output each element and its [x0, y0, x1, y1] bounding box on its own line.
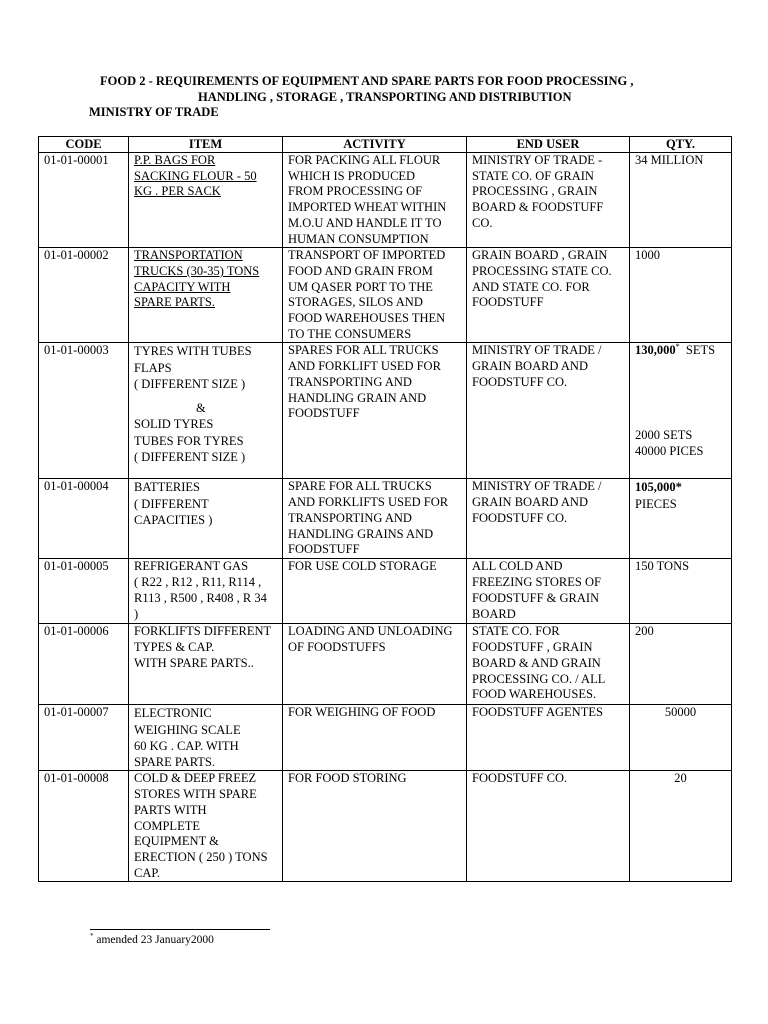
end-user-line: CO.	[472, 215, 493, 230]
activity-line: TRANSPORTING AND	[288, 374, 412, 389]
item-line: CAP.	[134, 865, 161, 880]
column-header-end-user: END USER	[467, 137, 630, 153]
activity-line: TRANSPORT OF IMPORTED	[288, 248, 446, 263]
qty-cell	[630, 343, 732, 479]
end-user-cell	[467, 153, 630, 248]
end-user-line: FOODSTUFF AGENTES	[472, 705, 603, 720]
item-cell	[129, 248, 283, 343]
column-header-activity: ACTIVITY	[283, 137, 467, 153]
item-line: TUBES FOR TYRES	[134, 433, 244, 448]
activity-line: FOODSTUFF	[288, 542, 360, 557]
item-cell	[129, 771, 283, 882]
qty-cell: 200	[630, 624, 732, 705]
code-cell: 01-01-00008	[39, 771, 129, 882]
item-line: TRANSPORTATION	[134, 248, 243, 263]
activity-line: HANDLING GRAIN AND	[288, 390, 427, 405]
activity-line: SPARE FOR ALL TRUCKS	[288, 479, 432, 494]
activity-line: SPARES FOR ALL TRUCKS	[288, 343, 439, 358]
code-cell: 01-01-00005	[39, 559, 129, 624]
activity-line: HANDLING GRAINS AND	[288, 526, 434, 541]
table-row	[39, 479, 732, 559]
activity-line: IMPORTED WHEAT WITHIN	[288, 200, 447, 215]
table-row	[39, 705, 732, 771]
footnote	[90, 934, 214, 946]
ampersand: &	[196, 400, 206, 415]
activity-line: FOR WEIGHING OF FOOD	[288, 705, 436, 720]
end-user-line: AND STATE CO. FOR	[472, 279, 590, 294]
end-user-line: BOARD & AND GRAIN	[472, 655, 601, 670]
item-cell	[129, 705, 283, 771]
qty-cell	[630, 479, 732, 559]
end-user-line: GRAIN BOARD , GRAIN	[472, 248, 608, 263]
table-row	[39, 559, 732, 624]
end-user-line: GRAIN BOARD AND	[472, 495, 588, 510]
end-user-line: MINISTRY OF TRADE /	[472, 479, 602, 494]
end-user-line: MINISTRY OF TRADE -	[472, 153, 603, 167]
end-user-cell	[467, 771, 630, 882]
qty-unit: SETS	[679, 343, 716, 358]
qty-line	[635, 343, 726, 359]
qty-value: 50000	[664, 705, 697, 720]
footnote-separator	[90, 929, 270, 930]
end-user-line: FOODSTUFF CO.	[472, 510, 568, 525]
item-line: TYPES & CAP.	[134, 640, 215, 655]
activity-line: FOODSTUFF	[288, 406, 360, 421]
activity-line: UM QASER PORT TO THE	[288, 279, 433, 294]
activity-line: AND FORKLIFT USED FOR	[288, 359, 441, 374]
item-line: ( DIFFERENT SIZE )	[134, 377, 246, 392]
activity-line: FOOD AND GRAIN FROM	[288, 263, 433, 278]
end-user-line: ALL COLD AND	[472, 559, 563, 574]
activity-line: FOOD WAREHOUSES THEN	[288, 311, 446, 326]
item-line: REFRIGERANT GAS	[134, 559, 249, 574]
item-line: )	[134, 606, 139, 621]
qty-spacer	[635, 359, 726, 428]
item-line: ( DIFFERENT	[134, 496, 209, 511]
item-line: SPARE PARTS.	[134, 295, 216, 310]
activity-line: OF FOODSTUFFS	[288, 640, 386, 655]
code-cell: 01-01-00002	[39, 248, 129, 343]
code-cell: 01-01-00004	[39, 479, 129, 559]
table-row	[39, 153, 732, 248]
item-cell	[129, 624, 283, 705]
document-subtitle: MINISTRY OF TRADE	[89, 105, 219, 119]
item-line: SPARE PARTS.	[134, 755, 216, 770]
qty-cell: 34 MILLION	[630, 153, 732, 248]
column-header-qty: QTY.	[630, 137, 732, 153]
activity-line: FROM PROCESSING OF	[288, 184, 423, 199]
item-line: TRUCKS (30-35) TONS	[134, 263, 260, 278]
qty-line: 40000 PICES	[635, 443, 704, 458]
table-row	[39, 343, 732, 479]
item-line: ELECTRONIC	[134, 706, 212, 721]
code-cell: 01-01-00007	[39, 705, 129, 771]
end-user-line: BOARD & FOODSTUFF	[472, 200, 604, 215]
end-user-line: STATE CO. FOR	[472, 624, 560, 639]
qty-cell: 1000	[630, 248, 732, 343]
item-line: FORKLIFTS DIFFERENT	[134, 624, 272, 639]
end-user-line: FOODSTUFF & GRAIN	[472, 590, 600, 605]
table-header-row	[39, 137, 732, 153]
end-user-cell	[467, 479, 630, 559]
activity-cell	[283, 343, 467, 479]
item-line: WEIGHING SCALE	[134, 722, 241, 737]
requirements-table	[38, 136, 732, 882]
item-line: ERECTION ( 250 ) TONS	[134, 849, 268, 864]
item-line: SACKING FLOUR - 50	[134, 168, 257, 183]
end-user-line: PROCESSING CO. / ALL	[472, 671, 606, 686]
qty-cell	[630, 771, 732, 882]
activity-cell	[283, 153, 467, 248]
end-user-line: GRAIN BOARD AND	[472, 359, 588, 374]
end-user-cell	[467, 624, 630, 705]
item-line: COMPLETE	[134, 818, 200, 833]
item-cell	[129, 479, 283, 559]
item-line: R113 , R500 , R408 , R 34	[134, 590, 267, 605]
activity-line: LOADING AND UNLOADING	[288, 624, 453, 639]
end-user-cell	[467, 343, 630, 479]
item-line: STORES WITH SPARE	[134, 787, 257, 802]
item-line: EQUIPMENT &	[134, 834, 219, 849]
item-line: CAPACITIES )	[134, 513, 213, 528]
document-title-line-1: FOOD 2 - REQUIREMENTS OF EQUIPMENT AND SPARE PARTS FOR FOOD PROCESSING ,	[100, 74, 634, 88]
table-row	[39, 624, 732, 705]
activity-line: STORAGES, SILOS AND	[288, 295, 423, 310]
item-line: ( R22 , R12 , R11, R114 ,	[134, 575, 262, 590]
end-user-line: STATE CO. OF GRAIN	[472, 168, 594, 183]
end-user-line: FOODSTUFF CO.	[472, 771, 568, 786]
column-header-code: CODE	[39, 137, 129, 153]
code-cell: 01-01-00001	[39, 153, 129, 248]
footnote-mark: *	[90, 932, 94, 941]
item-line: COLD & DEEP FREEZ	[134, 771, 257, 786]
activity-cell	[283, 624, 467, 705]
activity-cell	[283, 705, 467, 771]
end-user-cell	[467, 705, 630, 771]
end-user-line: FOODSTUFF CO.	[472, 374, 568, 389]
activity-line: TRANSPORTING AND	[288, 510, 412, 525]
activity-line: TO THE CONSUMERS	[288, 326, 412, 341]
end-user-line: BOARD	[472, 606, 516, 621]
activity-line: WHICH IS PRODUCED	[288, 168, 416, 183]
end-user-line: PROCESSING STATE CO.	[472, 263, 612, 278]
activity-cell	[283, 559, 467, 624]
qty-line: PIECES	[635, 496, 677, 511]
end-user-line: FOOD WAREHOUSES.	[472, 687, 597, 702]
qty-value: 105,000*	[635, 480, 682, 495]
end-user-line: MINISTRY OF TRADE /	[472, 343, 602, 358]
end-user-line: FREEZING STORES OF	[472, 575, 601, 590]
item-line: FLAPS	[134, 360, 172, 375]
item-line: CAPACITY WITH	[134, 279, 231, 294]
code-cell: 01-01-00003	[39, 343, 129, 479]
item-cell	[129, 343, 283, 479]
activity-line: FOR USE COLD STORAGE	[288, 559, 437, 574]
end-user-line: FOODSTUFF	[472, 295, 544, 310]
item-line: 60 KG . CAP. WITH	[134, 738, 239, 753]
activity-cell	[283, 248, 467, 343]
qty-cell	[630, 705, 732, 771]
footnote-reference: *	[675, 342, 680, 352]
activity-cell	[283, 771, 467, 882]
end-user-line: FOODSTUFF , GRAIN	[472, 640, 593, 655]
activity-line: FOR PACKING ALL FLOUR	[288, 153, 441, 167]
item-cell	[129, 559, 283, 624]
item-line: ( DIFFERENT SIZE )	[134, 450, 246, 465]
end-user-line: PROCESSING , GRAIN	[472, 184, 598, 199]
activity-cell	[283, 479, 467, 559]
column-header-item: ITEM	[129, 137, 283, 153]
document-title-line-2: HANDLING , STORAGE , TRANSPORTING AND DISTRIBUTION	[198, 90, 572, 104]
item-line: SOLID TYRES	[134, 417, 214, 432]
item-line: PARTS WITH	[134, 802, 207, 817]
item-line: KG . PER SACK	[134, 184, 221, 199]
code-cell: 01-01-00006	[39, 624, 129, 705]
qty-value: 20	[674, 771, 687, 786]
table-row	[39, 248, 732, 343]
end-user-cell	[467, 559, 630, 624]
item-line: P.P. BAGS FOR	[134, 153, 216, 167]
activity-line: HUMAN CONSUMPTION	[288, 231, 429, 246]
item-line: BATTERIES	[134, 480, 200, 495]
footnote-text: amended 23 January2000	[93, 934, 214, 946]
activity-line: AND FORKLIFTS USED FOR	[288, 495, 449, 510]
item-cell	[129, 153, 283, 248]
item-line: TYRES WITH TUBES	[134, 344, 252, 359]
qty-value: 130,000	[635, 343, 676, 358]
end-user-cell	[467, 248, 630, 343]
activity-line: FOR FOOD STORING	[288, 771, 407, 786]
qty-cell: 150 TONS	[630, 559, 732, 624]
activity-line: M.O.U AND HANDLE IT TO	[288, 215, 442, 230]
qty-line: 2000 SETS	[635, 428, 693, 443]
item-line: WITH SPARE PARTS..	[134, 655, 254, 670]
table-row	[39, 771, 732, 882]
